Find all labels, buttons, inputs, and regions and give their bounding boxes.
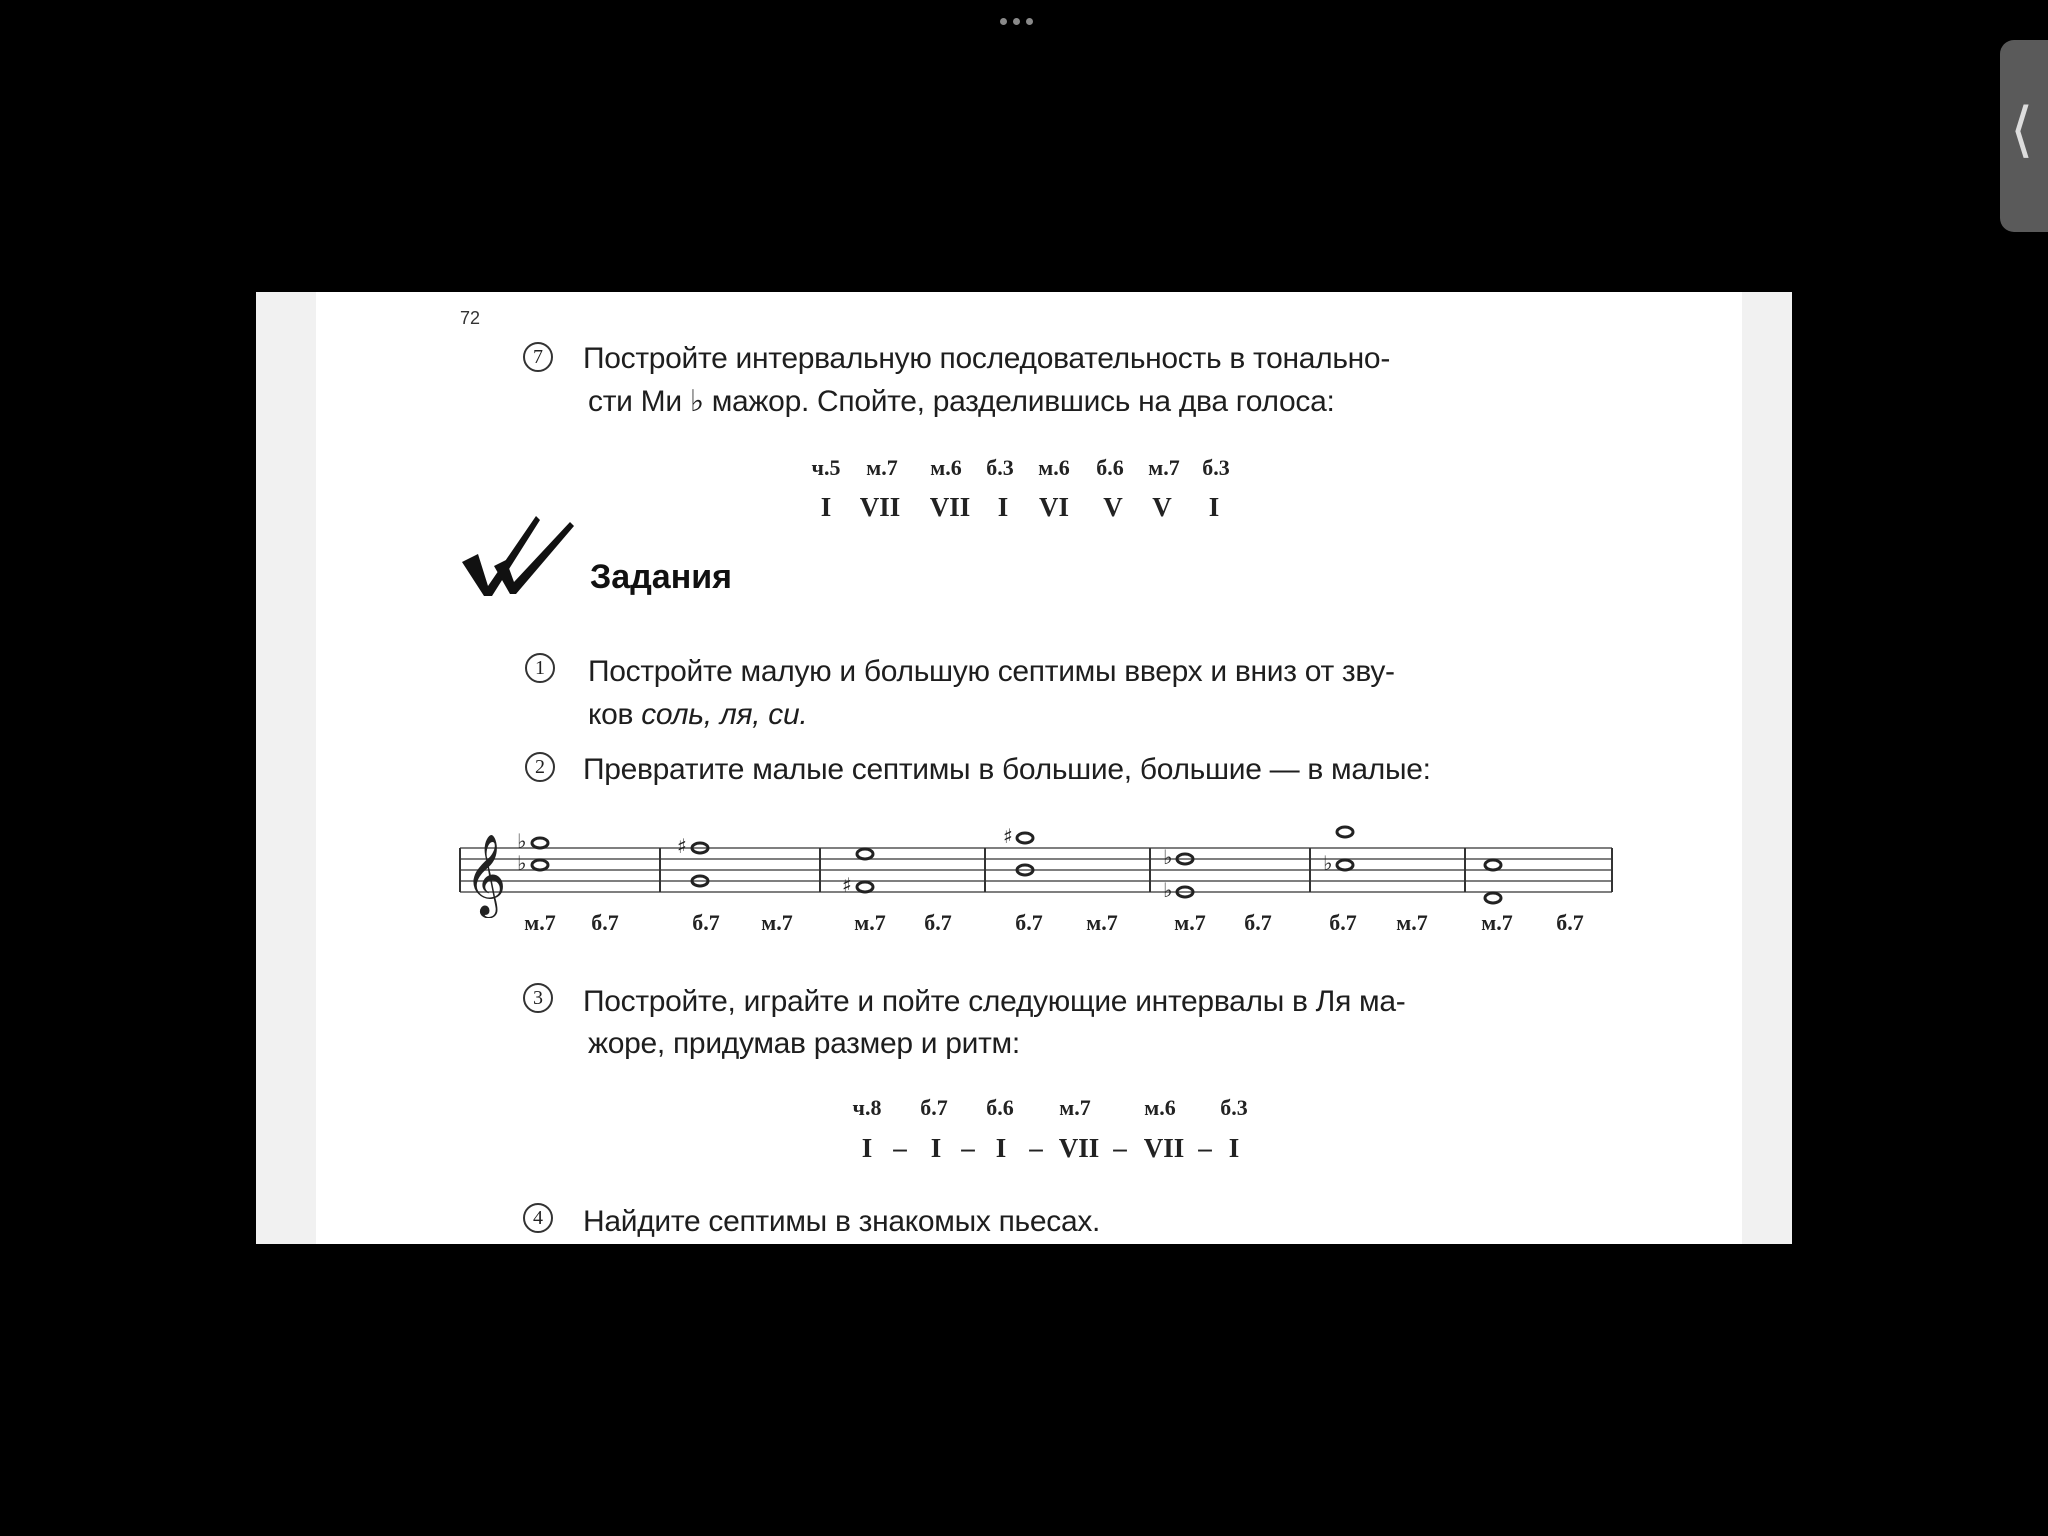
svg-text:𝄞: 𝄞	[465, 833, 507, 915]
degree-label: VI	[1038, 492, 1070, 522]
side-panel-handle[interactable]	[2000, 40, 2048, 232]
degree-label: V	[1103, 492, 1123, 522]
svg-text:♯: ♯	[677, 834, 687, 858]
interval-label: м.7	[866, 455, 898, 480]
interval-label: б.6	[1096, 455, 1124, 480]
chevron-left-icon: ⟨	[2010, 96, 2034, 163]
task-number: 3	[523, 983, 553, 1013]
interval-label: м.6	[930, 455, 962, 480]
degree-separator: –	[1198, 1133, 1212, 1163]
task-4-line-1: Найдите септимы в знакомых пьесах.	[583, 1205, 1101, 1238]
interval-label: б.3	[1202, 455, 1230, 480]
interval-label: м.7	[1174, 910, 1206, 935]
task-1-line-2: ков соль, ля, си.	[588, 698, 808, 731]
degree-label: I	[1228, 1133, 1240, 1163]
degree-separator: –	[1029, 1133, 1043, 1163]
degree-separator: –	[961, 1133, 975, 1163]
degree-label: I	[995, 1133, 1007, 1163]
degree-label: I	[1208, 492, 1220, 522]
exercise-7-line-2: сти Ми ♭ мажор. Спойте, разделившись на два голоса:	[588, 385, 1335, 418]
interval-label: ч.5	[811, 455, 841, 480]
interval-label: м.7	[1481, 910, 1513, 935]
task-number: 4	[523, 1203, 553, 1233]
task-2-line-1: Превратите малые септимы в большие, большие — в малые:	[583, 753, 1431, 786]
degree-label: VII	[929, 492, 971, 522]
interval-label: б.7	[1329, 910, 1357, 935]
interval-label: м.7	[854, 910, 886, 935]
window-menu-dots[interactable]	[1000, 18, 1033, 25]
interval-label: б.3	[986, 455, 1014, 480]
degree-label: I	[997, 492, 1009, 522]
degree-label: I	[930, 1133, 942, 1163]
interval-label: б.7	[920, 1095, 948, 1120]
svg-text:♭: ♭	[517, 851, 527, 875]
svg-text:♭: ♭	[1323, 851, 1333, 875]
degree-label: I	[820, 492, 832, 522]
degree-separator: –	[893, 1133, 907, 1163]
interval-label: б.6	[986, 1095, 1014, 1120]
interval-label: б.7	[1556, 910, 1584, 935]
exercise-7-line-1: Постройте интервальную последовательность в тонально-	[583, 342, 1391, 375]
exercise-number: 7	[523, 342, 553, 372]
interval-label: м.7	[524, 910, 556, 935]
interval-label: м.6	[1038, 455, 1070, 480]
music-staff	[455, 818, 1615, 918]
task-number: 1	[525, 653, 555, 683]
note-names: соль, ля, си.	[641, 698, 808, 731]
interval-label: б.7	[591, 910, 619, 935]
svg-text:♯: ♯	[842, 873, 852, 897]
degree-label: I	[861, 1133, 873, 1163]
degree-label: VII	[1143, 1133, 1185, 1163]
interval-label: м.7	[1086, 910, 1118, 935]
interval-label: м.6	[1144, 1095, 1176, 1120]
svg-text:♭: ♭	[1163, 845, 1173, 869]
interval-label: б.7	[1244, 910, 1272, 935]
tasks-heading: Задания	[590, 558, 732, 596]
degree-label: V	[1152, 492, 1172, 522]
degree-separator: –	[1113, 1133, 1127, 1163]
interval-label: б.7	[1015, 910, 1043, 935]
svg-text:♭: ♭	[1163, 878, 1173, 902]
interval-label: б.7	[692, 910, 720, 935]
task-number: 2	[525, 752, 555, 782]
interval-label: м.7	[761, 910, 793, 935]
task-3-line-1: Постройте, играйте и пойте следующие интервалы в Ля ма-	[583, 985, 1406, 1018]
svg-text:♯: ♯	[1003, 824, 1013, 848]
svg-text:♭: ♭	[517, 829, 527, 853]
double-checkmark-icon	[458, 510, 578, 600]
interval-label: м.7	[1396, 910, 1428, 935]
page-number: 72	[460, 308, 481, 328]
task-1-line-1: Постройте малую и большую септимы вверх и вниз от зву-	[588, 655, 1395, 688]
degree-label: VII	[859, 492, 901, 522]
task-3-line-2: жоре, придумав размер и ритм:	[588, 1027, 1020, 1060]
interval-label: м.7	[1148, 455, 1180, 480]
interval-label: б.7	[924, 910, 952, 935]
interval-label: ч.8	[852, 1095, 882, 1120]
degree-label: VII	[1058, 1133, 1100, 1163]
interval-label: м.7	[1059, 1095, 1091, 1120]
interval-label: б.3	[1220, 1095, 1248, 1120]
